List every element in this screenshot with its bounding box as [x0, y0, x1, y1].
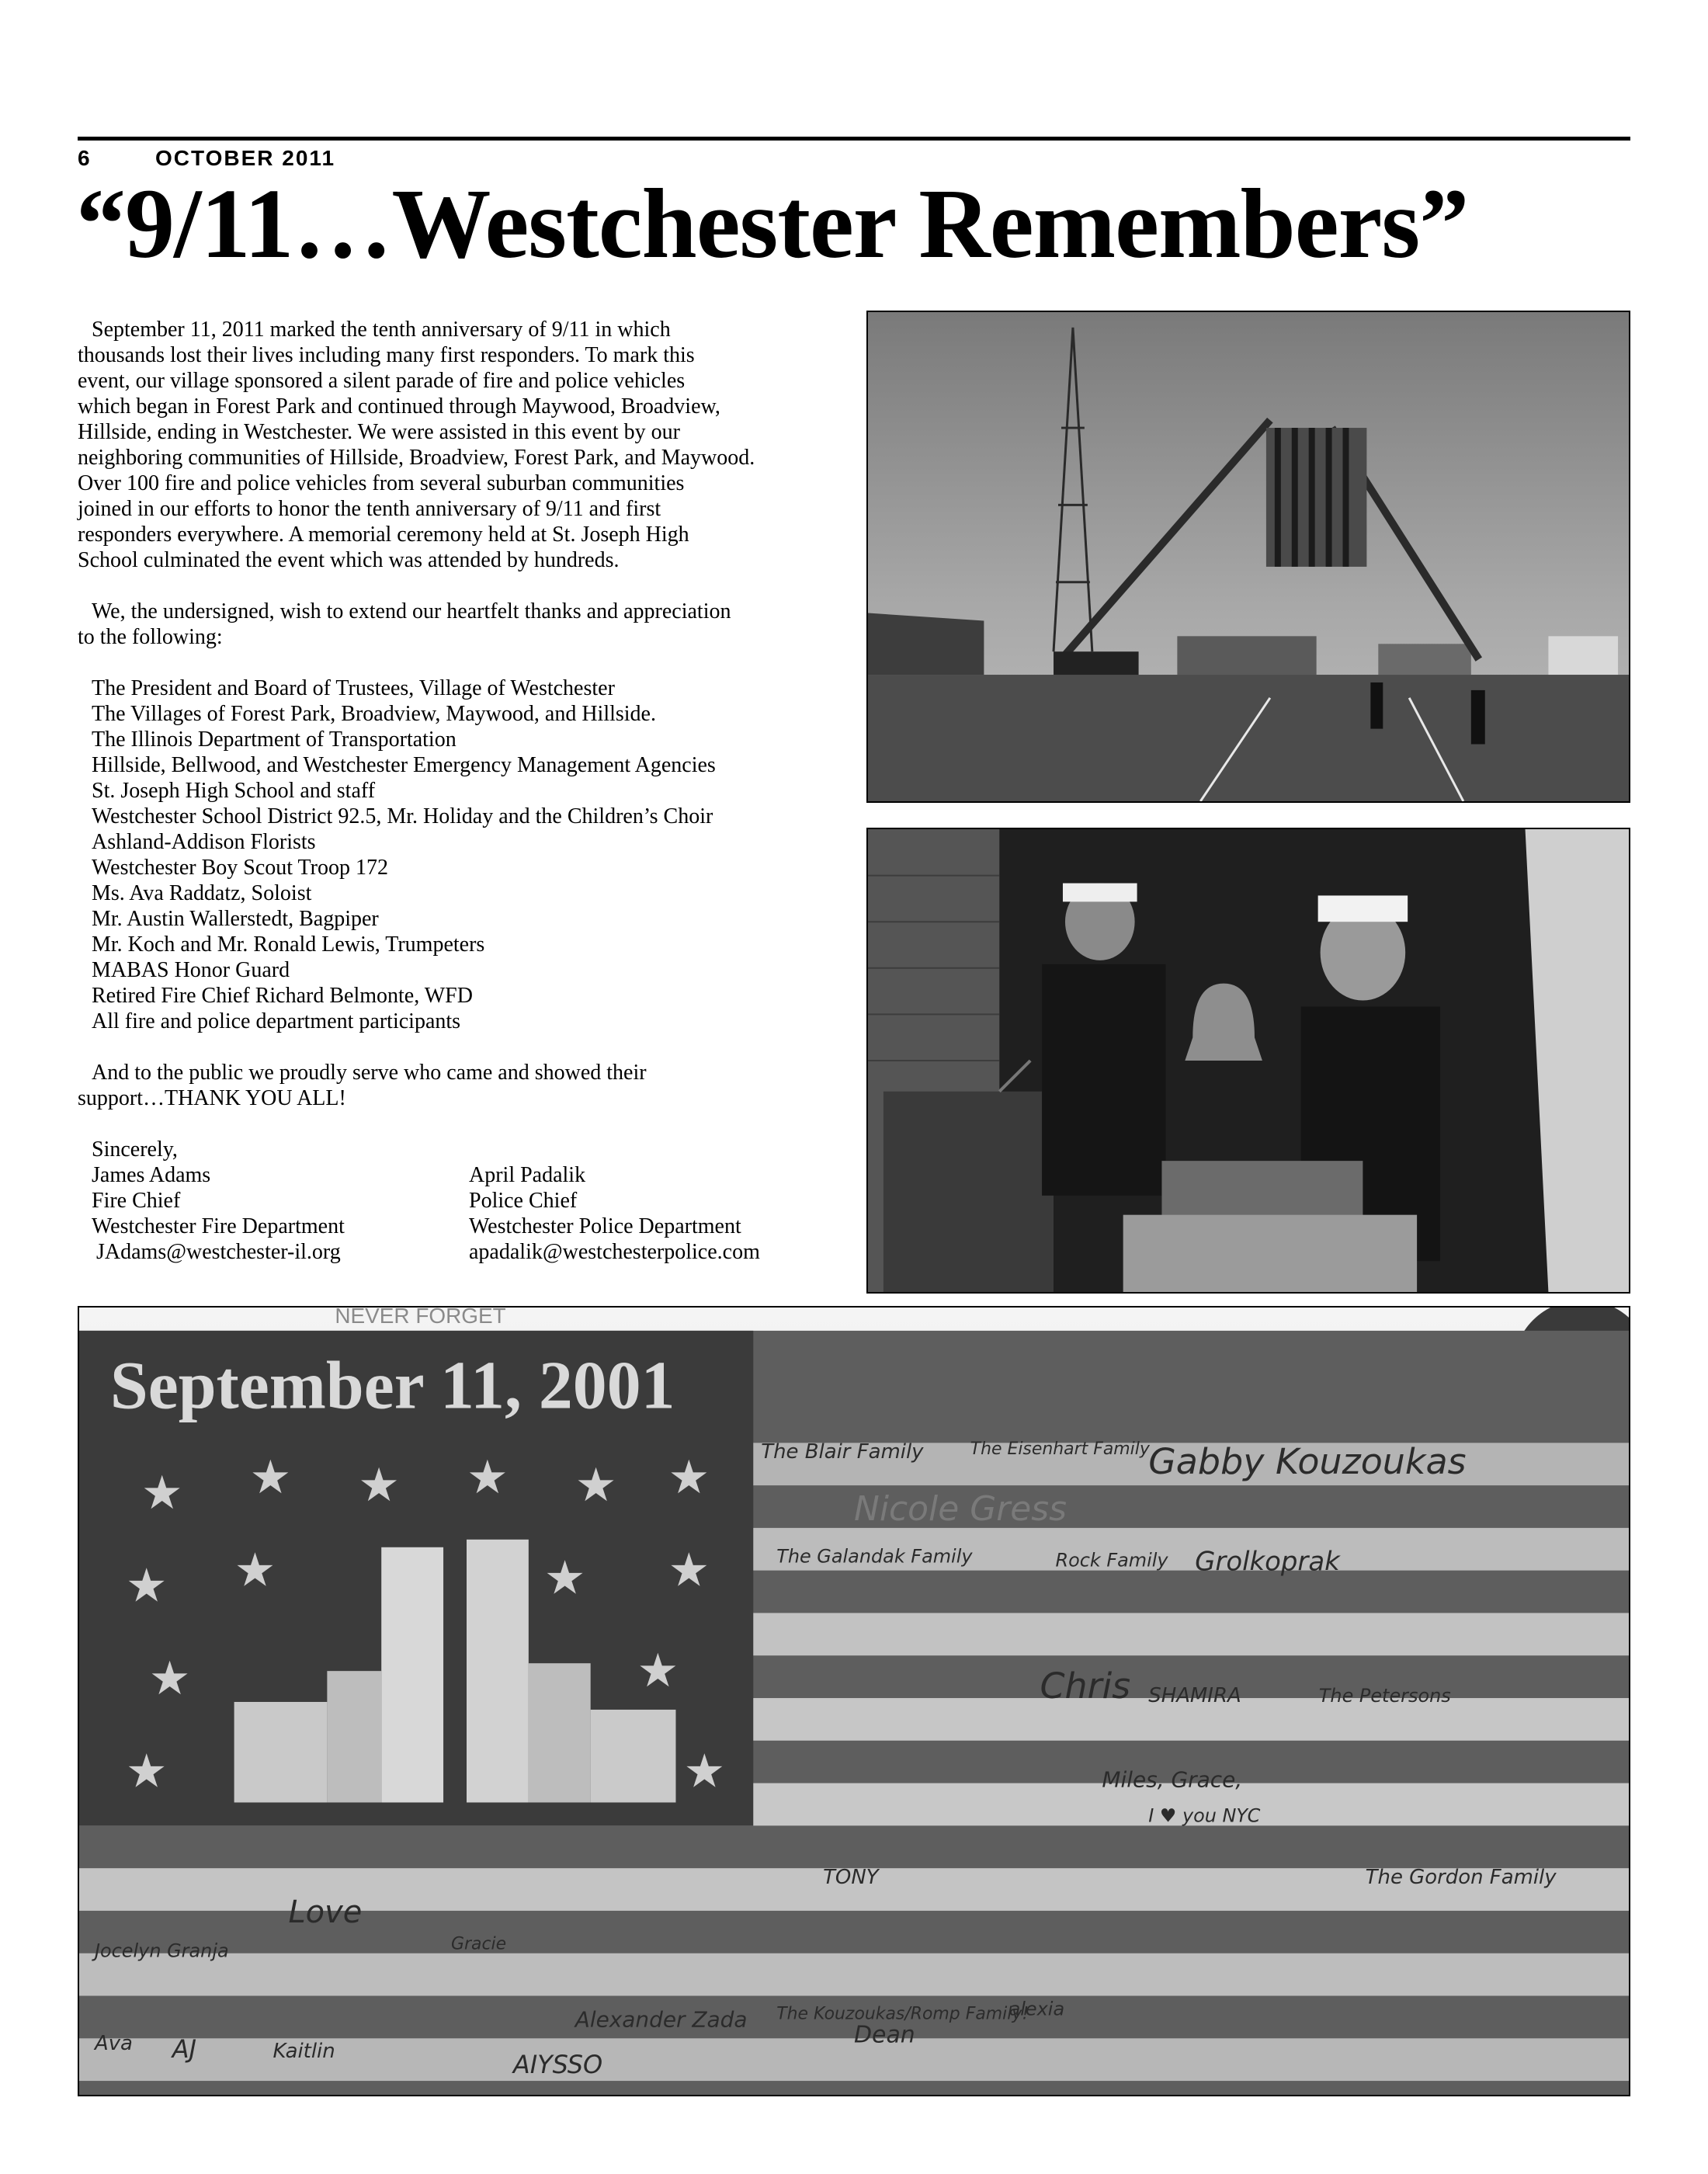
signer-title: Police Chief	[469, 1189, 578, 1213]
paragraph-gap	[78, 1111, 846, 1137]
hanging-flag	[1266, 428, 1366, 567]
svg-text:★: ★	[125, 1744, 168, 1799]
text-line: responders everywhere. A memorial ceremony held at St. Joseph High	[78, 523, 689, 547]
thanks-paragraph	[78, 599, 846, 650]
acknowledgement-item: The Illinois Department of Transportation	[92, 728, 457, 752]
signature: Gracie	[451, 1934, 507, 1954]
acknowledgement-item: Westchester School District 92.5, Mr. Holiday and the Children’s Choir	[92, 804, 713, 828]
svg-text:★: ★	[668, 1543, 710, 1598]
signer-department: Westchester Fire Department	[92, 1214, 345, 1238]
acknowledgement-item: St. Joseph High School and staff	[92, 779, 376, 803]
signer-police-chief	[469, 1162, 842, 1265]
acknowledgement-item: The Villages of Forest Park, Broadview, Maywood, and Hillside.	[92, 702, 656, 726]
signature: SHAMIRA	[1148, 1684, 1241, 1707]
text-line: neighboring communities of Hillside, Broadview, Forest Park, and Maywood.	[78, 446, 755, 470]
text-line: which began in Forest Park and continued through Maywood, Broadview,	[78, 394, 720, 418]
page-number: 6	[78, 146, 91, 170]
signature: The Kouzoukas/Romp Family!	[776, 2004, 1029, 2024]
article-text	[78, 317, 846, 1265]
signature: Kaitlin	[273, 2040, 335, 2064]
acknowledgement-item: Hillside, Bellwood, and Westchester Emergency Management Agencies	[92, 753, 716, 777]
svg-text:★: ★	[358, 1458, 400, 1513]
svg-text:★: ★	[683, 1744, 726, 1799]
signer-email[interactable]: apadalik@westchesterpolice.com	[469, 1240, 760, 1264]
text-line: We, the undersigned, wish to extend our heartfelt thanks and appreciation	[92, 599, 731, 623]
signature-block	[78, 1162, 846, 1265]
signature: Grolkoprak	[1195, 1546, 1340, 1577]
banner-title: September 11, 2001	[109, 1347, 675, 1423]
closing-paragraph	[78, 1060, 846, 1111]
acknowledgement-item: Westchester Boy Scout Troop 172	[92, 856, 388, 880]
ladder-flag-photo	[866, 311, 1630, 803]
signer-name: April Padalik	[469, 1163, 586, 1187]
acknowledgement-item: MABAS Honor Guard	[92, 958, 290, 982]
signature: The Galandak Family	[776, 1545, 973, 1568]
svg-text:★: ★	[637, 1644, 679, 1699]
svg-text:★: ★	[148, 1651, 191, 1707]
svg-text:★: ★	[467, 1450, 509, 1505]
text-line: School culminated the event which was attended by hundreds.	[78, 548, 620, 572]
svg-text:★: ★	[234, 1543, 276, 1598]
ceremony-photo	[866, 828, 1630, 1294]
text-line: Over 100 fire and police vehicles from several suburban communities	[78, 471, 685, 495]
text-line: joined in our efforts to honor the tenth anniversary of 9/11 and first	[78, 497, 661, 521]
text-line: event, our village sponsored a silent parade of fire and police vehicles	[78, 369, 686, 393]
text-line: Hillside, ending in Westchester. We were assisted in this event by our	[78, 420, 680, 444]
svg-text:★: ★	[125, 1558, 168, 1613]
text-line: And to the public we proudly serve who came and showed their	[92, 1061, 647, 1085]
paragraph-gap	[78, 650, 846, 675]
acknowledgement-item: Mr. Koch and Mr. Ronald Lewis, Trumpeters	[92, 932, 485, 957]
signature: I ♥ you NYC	[1148, 1804, 1261, 1827]
acknowledgement-item: Mr. Austin Wallerstedt, Bagpiper	[92, 907, 379, 931]
acknowledgement-item: The President and Board of Trustees, Village of Westchester	[92, 676, 615, 700]
memorial-banner-photo	[78, 1306, 1630, 2096]
signature: Jocelyn Granja	[94, 1940, 229, 1962]
signature: The Blair Family	[761, 1440, 924, 1464]
svg-text:★: ★	[575, 1458, 617, 1513]
paragraph-gap	[78, 573, 846, 599]
signature: Love	[288, 1894, 363, 1930]
acknowledgement-item: Ms. Ava Raddatz, Soloist	[92, 881, 312, 905]
acknowledgement-list	[78, 675, 846, 1034]
acknowledgement-item: Ashland-Addison Florists	[92, 830, 316, 854]
svg-text:★: ★	[141, 1466, 183, 1520]
memorial-banner-image	[79, 1308, 1629, 2095]
signature: The Eisenhart Family	[970, 1439, 1150, 1460]
sincerely: Sincerely,	[92, 1137, 178, 1162]
acknowledgement-item: Retired Fire Chief Richard Belmonte, WFD	[92, 984, 473, 1008]
svg-text:★: ★	[668, 1450, 710, 1505]
signature: Ava	[94, 2032, 133, 2056]
banner-top-text: NEVER FORGET	[335, 1308, 506, 1328]
svg-text:★: ★	[543, 1551, 586, 1606]
intro-paragraph	[78, 317, 846, 573]
text-line: September 11, 2011 marked the tenth anniversary of 9/11 in which	[92, 318, 671, 342]
signature: alexia	[1008, 1998, 1065, 2020]
signer-fire-chief	[78, 1162, 469, 1265]
signature: Dean	[854, 2021, 915, 2049]
signature: Chris	[1040, 1665, 1131, 1707]
signature: Miles, Grace,	[1102, 1766, 1243, 1793]
signer-department: Westchester Police Department	[469, 1214, 741, 1238]
signature: The Gordon Family	[1365, 1866, 1557, 1890]
signature: Rock Family	[1055, 1549, 1168, 1571]
text-line: support…THANK YOU ALL!	[78, 1086, 346, 1110]
top-rule	[78, 137, 1630, 141]
text-line: to the following:	[78, 625, 223, 649]
signer-name: James Adams	[92, 1163, 211, 1187]
text-line: thousands lost their lives including many first responders. To mark this	[78, 343, 695, 367]
signature: Alexander Zada	[575, 2006, 748, 2033]
signature: The Petersons	[1318, 1685, 1451, 1707]
svg-text:★: ★	[249, 1450, 292, 1505]
ceremony-image	[868, 829, 1629, 1292]
issue-date: OCTOBER 2011	[155, 146, 336, 170]
headline: “9/11…Westchester Remembers”	[76, 168, 1469, 279]
ladder-flag-image	[868, 312, 1629, 801]
acknowledgement-item: All fire and police department participants	[92, 1009, 461, 1033]
signer-title: Fire Chief	[92, 1189, 181, 1213]
signature: TONY	[823, 1866, 879, 1890]
signature: Nicole Gress	[854, 1488, 1068, 1529]
signer-email[interactable]: JAdams@westchester-il.org	[96, 1240, 341, 1264]
signature: AIYSSO	[512, 2050, 603, 2080]
signature: Gabby Kouzoukas	[1148, 1440, 1467, 1483]
paragraph-gap	[78, 1034, 846, 1060]
signature: AJ	[172, 2034, 197, 2065]
